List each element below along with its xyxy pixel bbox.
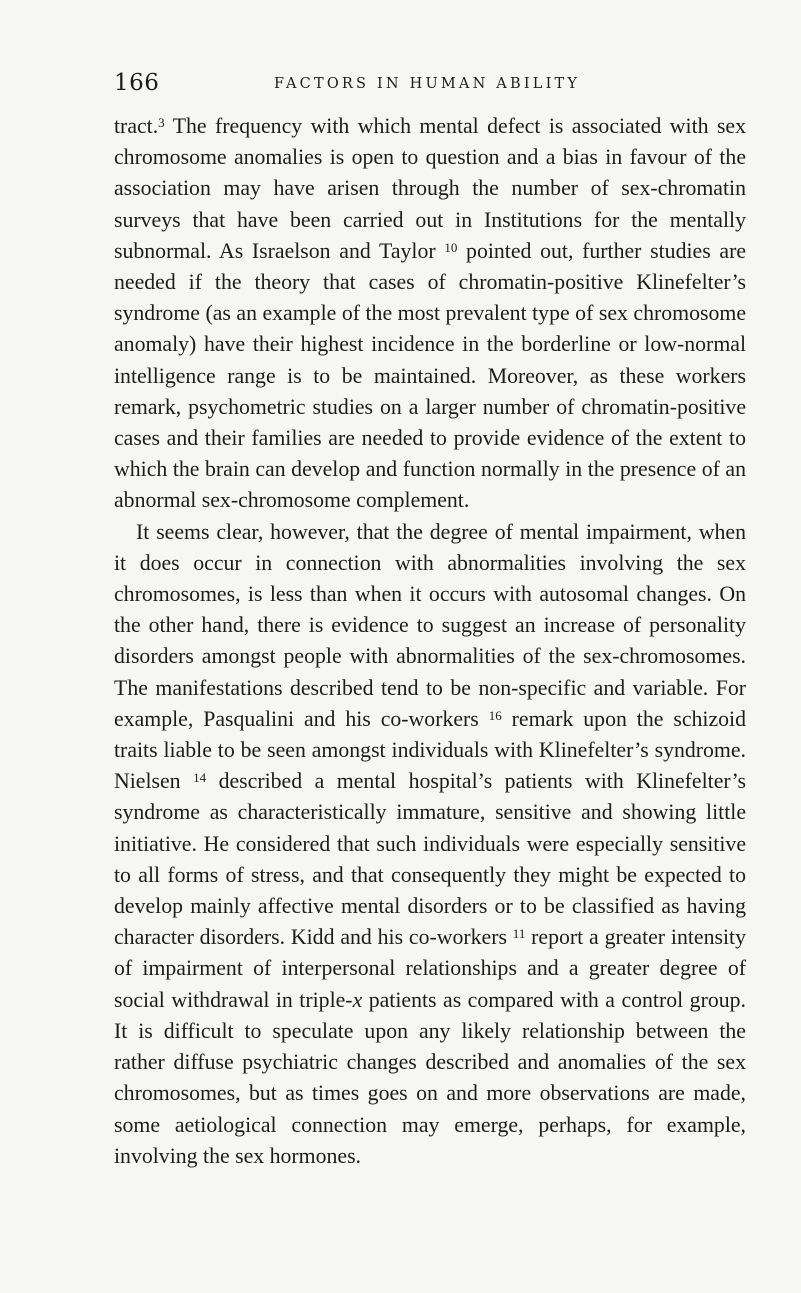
reference-marker: 14 [193,770,207,786]
text-run: remark upon the schizoid traits liable to be seen amongst individuals with Klinefelter’s syndrome. Nielsen [114,706,746,794]
reference-marker: 10 [444,239,458,255]
text-run: The frequency with which mental defect is associated with sex chromosome anomalies is open to question and a bias in favour of the association may have arisen through the number of sex-chromatin surveys that have been carried out in Institutions for the mentally subnormal. As Israelson and Taylor [114,114,746,263]
reference-marker: 11 [512,926,526,942]
reference-marker: 16 [488,707,502,723]
text-run: pointed out, further studies are needed if the theory that cases of chromatin-positive Klinefelter’s syndrome (as an example of the most prevalent type of sex chromosome anomaly) have their highest incidence in the borderline or low-normal intelligence range is to be maintained. Moreover, as these workers remark, psychometric studies on a larger number of chromatin-positive cases and their families are needed to provide evidence of the extent to which the brain can develop and function normally in the presence of an abnormal sex-chromosome complement. [114,238,746,513]
paragraph [114,517,746,1172]
body-text [114,111,746,1172]
reference-marker: 3 [158,115,165,130]
text-run: report a greater intensity of impairment of interpersonal relationships and a greater degree of social withdrawal in triple- [114,925,746,1012]
text-run: patients as compared with a control group. It is difficult to speculate upon any likely relationship between the rather diffuse psychiatric changes described and anomalies of the sex chromosomes, but as times goes on and more observations are made, some aetiological connection may emerge, perhaps, for example, involving the sex hormones. [114,987,746,1168]
text-run: described a mental hospital’s patients with Klinefelter’s syndrome as characteristically immature, sensitive and showing little initiative. He considered that such individuals were especially sensitive to all forms of stress, and that consequently they might be expected to develop mainly affective mental disorders or to be classified as having character disorders. Kidd and his co-workers [114,769,746,950]
page-number: 166 [114,70,160,96]
paragraph [114,111,746,517]
running-head: FACTORS IN HUMAN ABILITY [274,76,581,92]
text-run: tract. [114,114,159,138]
italic-text: x [352,987,363,1012]
page-header [114,70,744,106]
text-run: It seems clear, however, that the degree of mental impairment, when it does occur in connection with abnormalities involving the sex chromosomes, is less than when it occurs with autosomal changes. On the other hand, there is evidence to suggest an increase of personality disorders amongst people with abnormalities of the sex-chromosomes. The manifestations described tend to be non-specific and variable. For example, Pasqualini and his co-workers [114,519,746,731]
